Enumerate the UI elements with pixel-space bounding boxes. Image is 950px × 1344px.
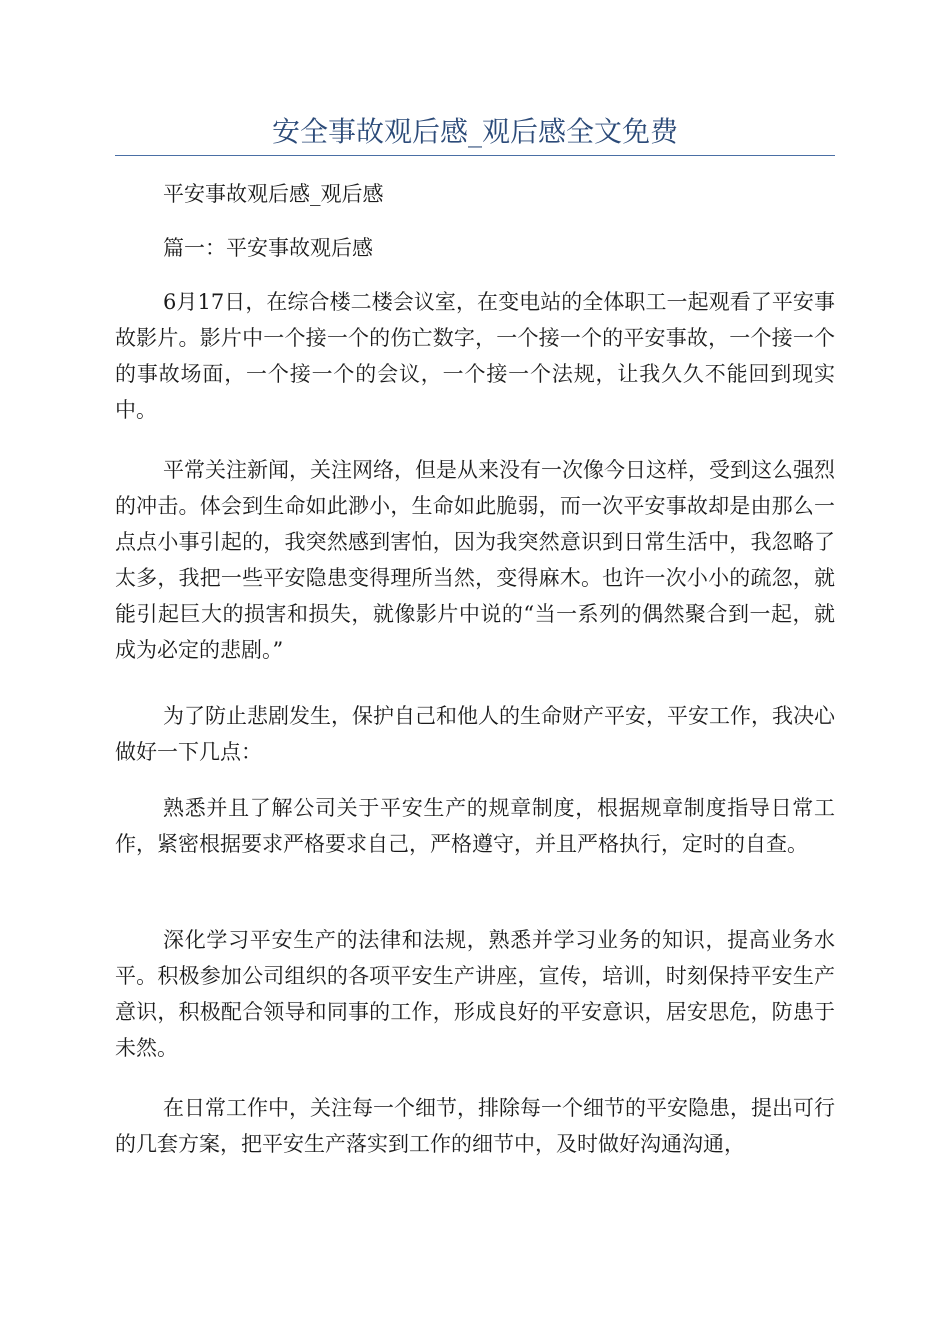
paragraph-body-2: 平常关注新闻，关注网络，但是从来没有一次像今日这样，受到这么强烈的冲击。体会到生命如此渺小，生命如此脆弱，而一次平安事故却是由那么一点点小事引起的，我突然感到害怕，因为我突然意识到日常生活中，我忽略了太多，我把一些平安隐患变得理所当然，变得麻木。也许一次小小的疏忽，就能引起巨大的损害和损失，就像影片中说的“当一系列的偶然聚合到一起，就成为必定的悲剧。” bbox=[115, 458, 835, 662]
paragraph-body-1: 6月17日，在综合楼二楼会议室，在变电站的全体职工一起观看了平安事故影片。影片中一个接一个的伤亡数字，一个接一个的平安事故，一个接一个的事故场面，一个接一个的会议，一个接一个法规，让我久久不能回到现实中。 bbox=[115, 290, 835, 422]
paragraph-subtitle: 平安事故观后感_观后感 bbox=[163, 182, 384, 206]
paragraph-body-3: 为了防止悲剧发生，保护自己和他人的生命财产平安，平安工作，我决心做好一下几点： bbox=[115, 704, 835, 764]
paragraph-body-4: 熟悉并且了解公司关于平安生产的规章制度，根据规章制度指导日常工作，紧密根据要求严格要求自己，严格遵守，并且严格执行，定时的自查。 bbox=[115, 796, 835, 856]
document-title: 安全事故观后感_观后感全文免费 bbox=[271, 115, 678, 148]
title-underline bbox=[115, 155, 835, 156]
paragraph-body-6: 在日常工作中，关注每一个细节，排除每一个细节的平安隐患，提出可行的几套方案，把平安生产落实到工作的细节中，及时做好沟通沟通， bbox=[115, 1096, 835, 1156]
paragraph-section-heading: 篇一：平安事故观后感 bbox=[163, 236, 373, 260]
paragraph-body-5: 深化学习平安生产的法律和法规，熟悉并学习业务的知识，提高业务水平。积极参加公司组织的各项平安生产讲座，宣传，培训，时刻保持平安生产意识，积极配合领导和同事的工作，形成良好的平安意识，居安思危，防患于未然。 bbox=[115, 928, 835, 1060]
